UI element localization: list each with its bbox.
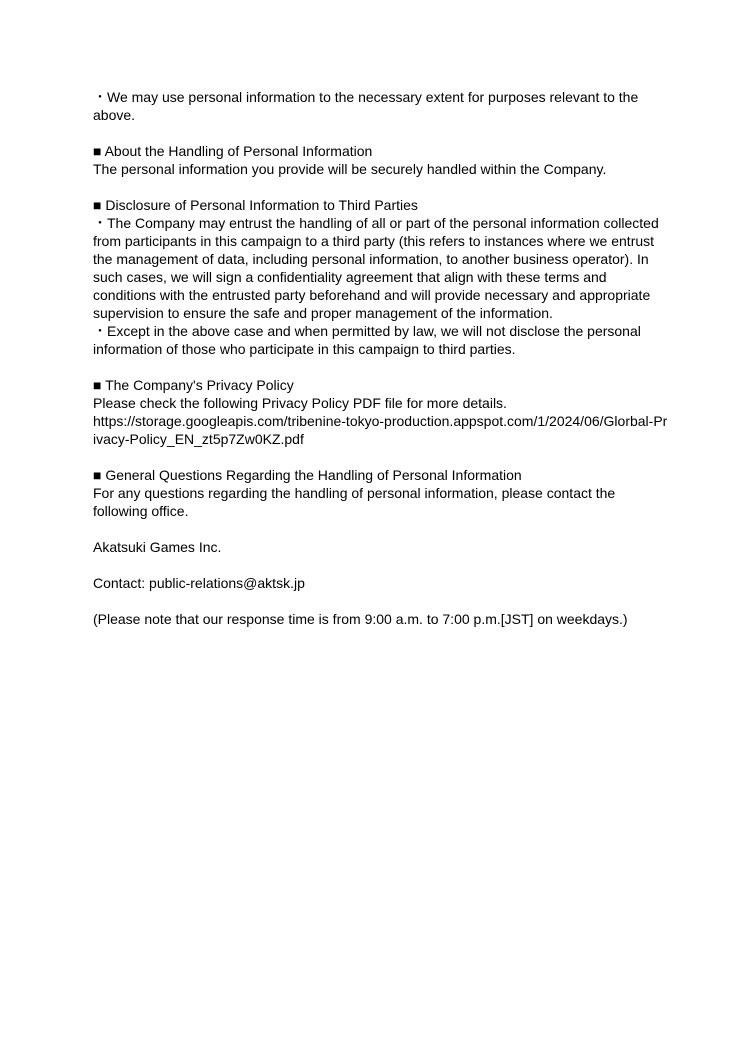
company-name-line: Akatsuki Games Inc. <box>93 539 222 555</box>
privacy-policy-section <box>93 376 668 448</box>
section-heading: ■ The Company's Privacy Policy <box>93 377 294 393</box>
privacy-policy-url-line: ivacy-Policy_EN_zt5p7Zw0KZ.pdf <box>93 431 304 447</box>
body-line: above. <box>93 107 136 123</box>
privacy-policy-url-line: https://storage.googleapis.com/tribenine-tokyo-production.appspot.com/1/2024/06/Glorbal-Pr <box>93 413 668 429</box>
body-line: ・We may use personal information to the necessary extent for purposes relevant to the <box>93 89 639 105</box>
section-heading: ■ General Questions Regarding the Handling of Personal Information <box>93 467 522 483</box>
body-line: information of those who participate in this campaign to third parties. <box>93 341 516 357</box>
company-name <box>93 538 663 556</box>
contact-email-line: Contact: public-relations@aktsk.jp <box>93 575 305 591</box>
purpose-paragraph <box>93 88 663 124</box>
body-line: ・Except in the above case and when permitted by law, we will not disclose the personal <box>93 323 641 339</box>
handling-section <box>93 142 663 178</box>
contact-info <box>93 574 663 592</box>
body-line: supervision to ensure the safe and proper management of the information. <box>93 305 553 321</box>
body-line: For any questions regarding the handling of personal information, please contact the <box>93 485 616 501</box>
body-line: following office. <box>93 503 189 519</box>
section-heading: ■ About the Handling of Personal Information <box>93 143 373 159</box>
general-questions-section <box>93 466 663 520</box>
body-line: ・The Company may entrust the handling of all or part of the personal information collected <box>93 215 659 231</box>
disclosure-section <box>93 196 663 358</box>
body-line: Please check the following Privacy Policy PDF file for more details. <box>93 395 507 411</box>
body-line: from participants in this campaign to a third party (this refers to instances where we entrust <box>93 233 655 249</box>
body-line: conditions with the entrusted party beforehand and will provide necessary and appropriate <box>93 287 651 303</box>
section-heading: ■ Disclosure of Personal Information to Third Parties <box>93 197 418 213</box>
body-line: the management of data, including personal information, to another business operator). In <box>93 251 649 267</box>
response-time-line: (Please note that our response time is from 9:00 a.m. to 7:00 p.m.[JST] on weekdays.) <box>93 611 628 627</box>
response-time-note <box>93 610 663 628</box>
body-line: The personal information you provide will be securely handled within the Company. <box>93 161 607 177</box>
body-line: such cases, we will sign a confidentiality agreement that align with these terms and <box>93 269 607 285</box>
document-page <box>93 88 668 628</box>
